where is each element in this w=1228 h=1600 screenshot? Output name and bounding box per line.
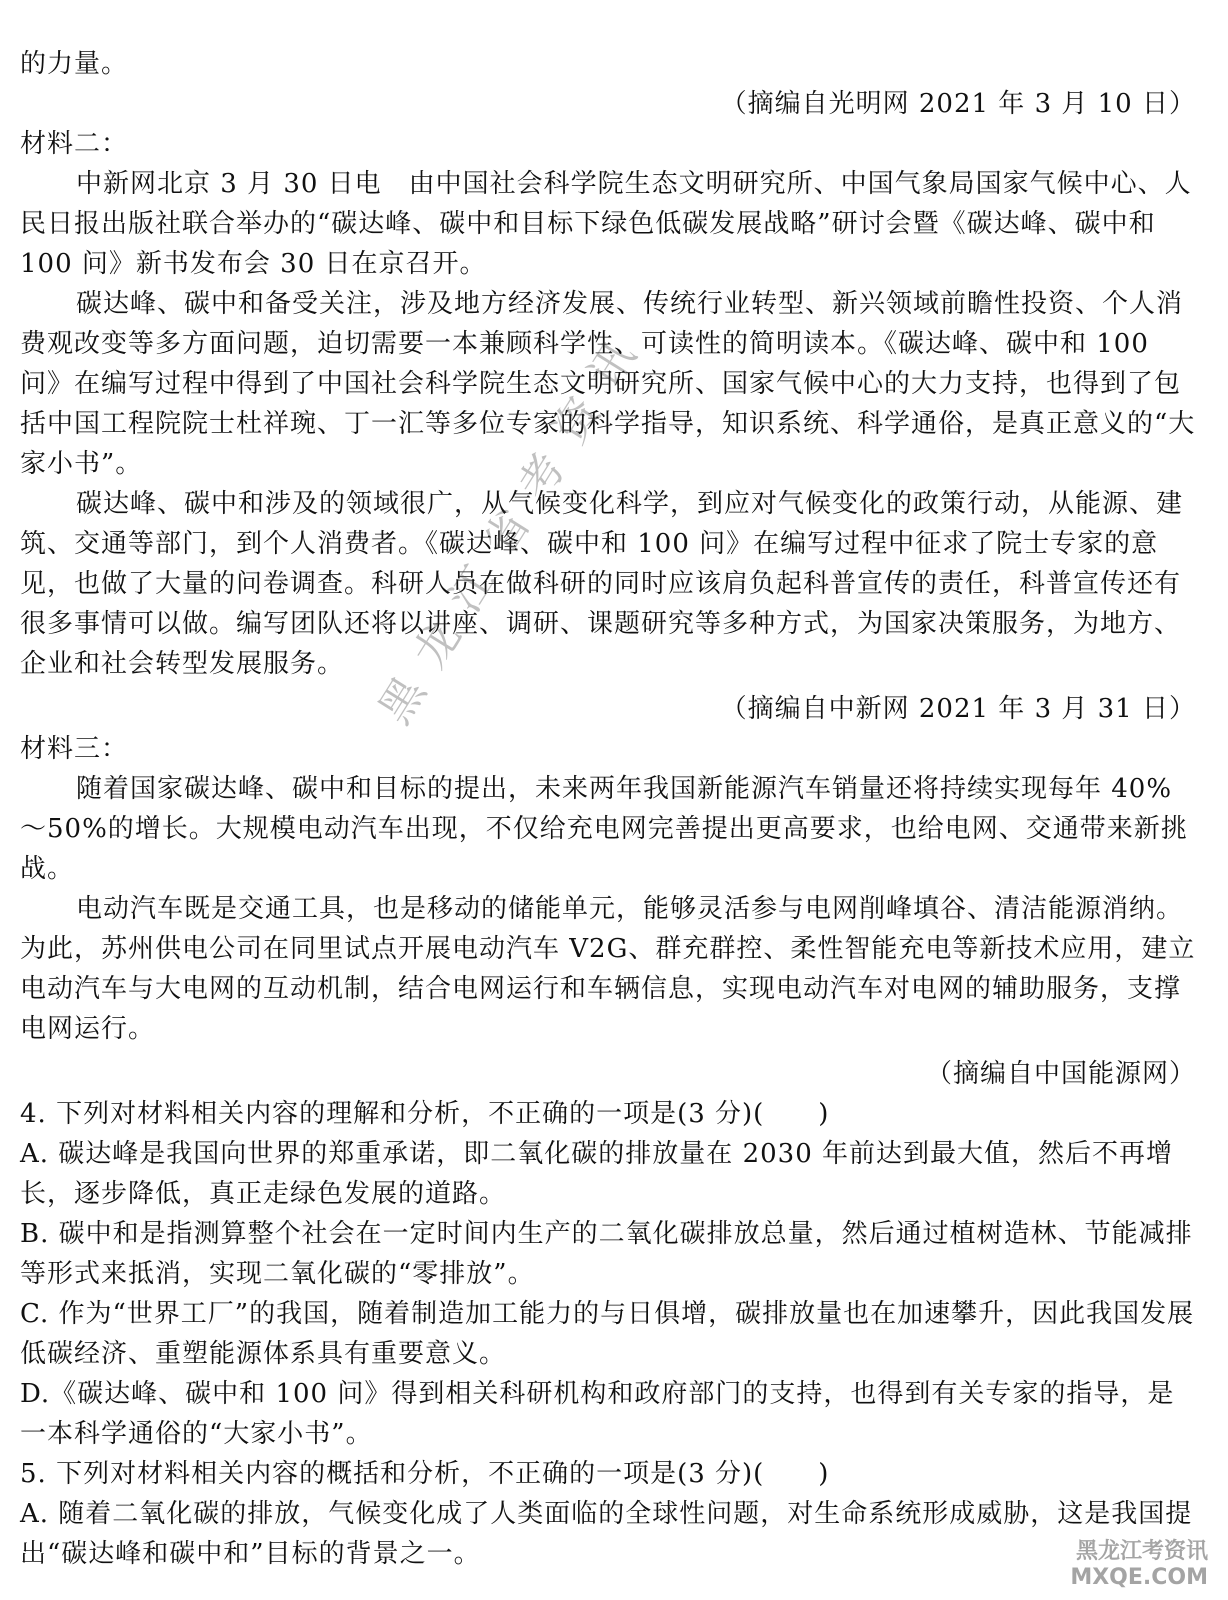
source-citation-3: （摘编自中国能源网） xyxy=(925,1059,1196,1089)
material-heading-3: 材料三： xyxy=(20,734,129,764)
corner-logo xyxy=(1070,1534,1208,1590)
question-4: 4. 下列对材料相关内容的理解和分析，不正确的一项是(3 分)( ) xyxy=(20,1099,830,1129)
corner-logo-line2: MXQE.COM xyxy=(1070,1565,1208,1590)
paragraph: 电动汽车既是交通工具，也是移动的储能单元，能够灵活参与电网削峰填谷、清洁能源消纳。为此，苏州供电公司在同里试点开展电动汽车 V2G、群充群控、柔性智能充电等新技术应用，建立电动汽车与大电网的互动机制，结合电网运行和车辆信息，实现电动汽车对电网的辅助服务，支撑电网运行。 xyxy=(20,894,1196,1044)
watermark-text: 黑龙江省考资讯 xyxy=(369,314,658,733)
question-4-option-d: D.《碳达峰、碳中和 100 问》得到相关科研机构和政府部门的支持，也得到有关专家的指导，是一本科学通俗的“大家小书”。 xyxy=(20,1379,1175,1449)
document-body xyxy=(20,44,1196,1574)
paragraph: 中新网北京 3 月 30 日电 由中国社会科学院生态文明研究所、中国气象局国家气候中心、人民日报出版社联合举办的“碳达峰、碳中和目标下绿色低碳发展战略”研讨会暨《碳达峰、碳中和100 问》新书发布会 30 日在京召开。 xyxy=(20,169,1192,279)
question-5: 5. 下列对材料相关内容的概括和分析，不正确的一项是(3 分)( ) xyxy=(20,1459,830,1489)
paragraph-continuation: 的力量。 xyxy=(20,49,129,79)
source-citation-1: （摘编自光明网 2021 年 3 月 10 日） xyxy=(720,89,1196,119)
question-4-option-a: A. 碳达峰是我国向世界的郑重承诺，即二氧化碳的排放量在 2030 年前达到最大值，然后不再增长，逐步降低，真正走绿色发展的道路。 xyxy=(20,1139,1174,1209)
paragraph: 碳达峰、碳中和涉及的领域很广，从气候变化科学，到应对气候变化的政策行动，从能源、建筑、交通等部门，到个人消费者。《碳达峰、碳中和 100 问》在编写过程中征求了院士专家的意见，也做了大量的问卷调查。科研人员在做科研的同时应该肩负起科普宣传的责任，科普宣传还有很多事情可以做。编写团队还将以讲座、调研、课题研究等多种方式，为国家决策服务，为地方、企业和社会转型发展服务。 xyxy=(20,489,1184,679)
question-4-option-c: C. 作为“世界工厂”的我国，随着制造加工能力的与日俱增，碳排放量也在加速攀升，因此我国发展低碳经济、重塑能源体系具有重要意义。 xyxy=(20,1299,1195,1369)
paragraph: 碳达峰、碳中和备受关注，涉及地方经济发展、传统行业转型、新兴领域前瞻性投资、个人消费观改变等多方面问题，迫切需要一本兼顾科学性、可读性的简明读本。《碳达峰、碳中和 100 问》在编写过程中得到了中国社会科学院生态文明研究所、国家气候中心的大力支持，也得到了包括中国工程院院士杜祥琬、丁一汇等多位专家的科学指导，知识系统、科学通俗，是真正意义的“大家小书”。 xyxy=(20,289,1196,479)
paragraph: 随着国家碳达峰、碳中和目标的提出，未来两年我国新能源汽车销量还将持续实现每年 40%～50%的增长。大规模电动汽车出现，不仅给充电网完善提出更高要求，也给电网、交通带来新挑战。 xyxy=(20,774,1188,884)
question-4-option-b: B. 碳中和是指测算整个社会在一定时间内生产的二氧化碳排放总量，然后通过植树造林、节能减排等形式来抵消，实现二氧化碳的“零排放”。 xyxy=(20,1219,1193,1289)
question-5-option-a: A. 随着二氧化碳的排放，气候变化成了人类面临的全球性问题，对生命系统形成威胁，这是我国提出“碳达峰和碳中和”目标的背景之一。 xyxy=(20,1499,1193,1569)
corner-logo-line1: 黑龙江考资讯 xyxy=(1075,1539,1208,1564)
source-citation-2: （摘编自中新网 2021 年 3 月 31 日） xyxy=(720,694,1196,724)
material-heading-2: 材料二： xyxy=(20,129,129,159)
